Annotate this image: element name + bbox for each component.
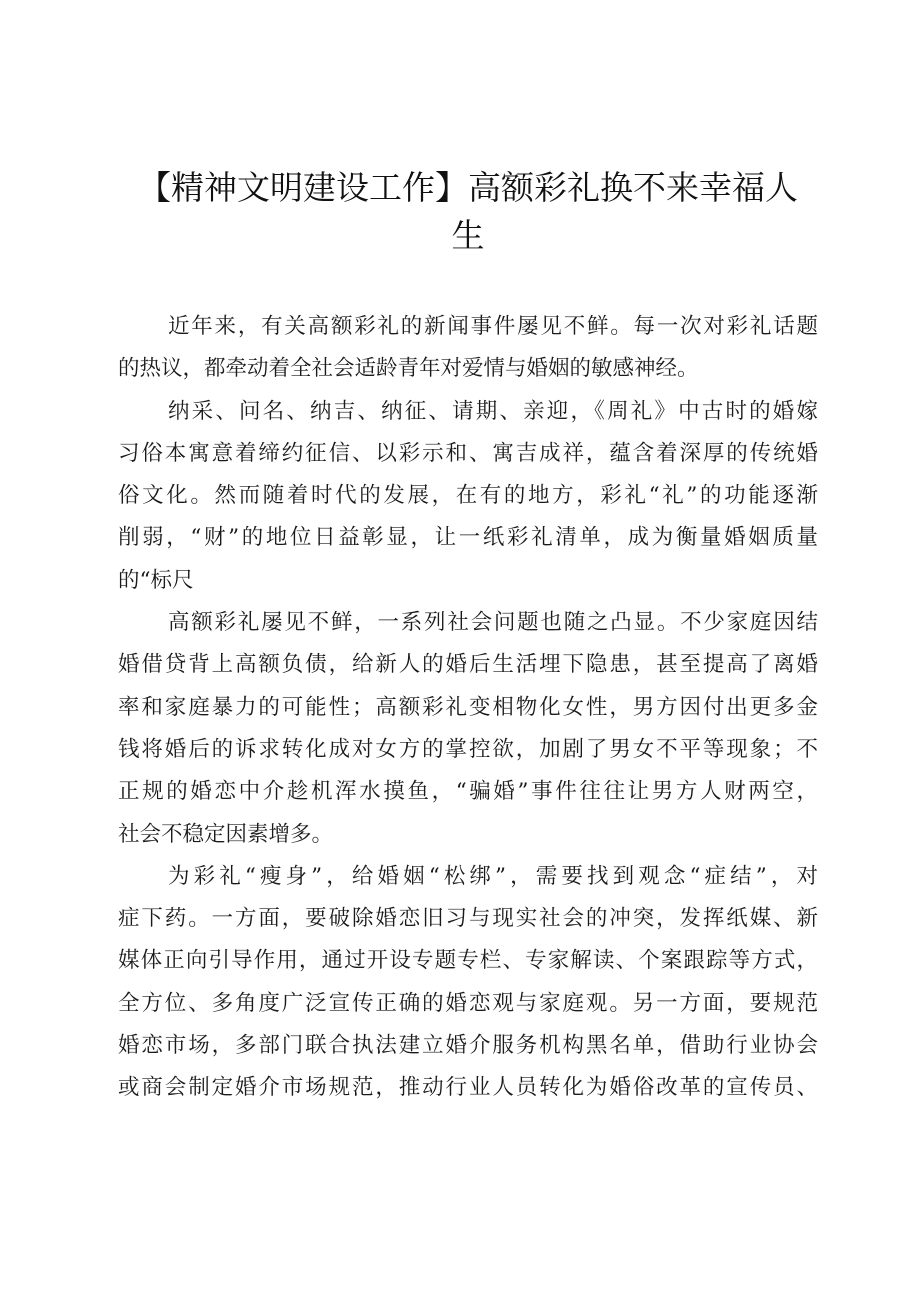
- paragraph-line: 率和家庭暴力的可能性；高额彩礼变相物化女性，男方因付出更多金: [118, 694, 818, 720]
- paragraph-line: 为彩礼“瘦身”，给婚姻“松绑”，需要找到观念“症结”，对: [168, 863, 818, 889]
- paragraph-line: 高额彩礼屡见不鲜，一系列社会问题也随之凸显。不少家庭因结: [168, 610, 818, 636]
- paragraph-line: 或商会制定婚介市场规范，推动行业人员转化为婚俗改革的宣传员、: [118, 1075, 818, 1101]
- paragraph-line: 社会不稳定因素增多。: [118, 821, 334, 847]
- title-line-2: 生: [451, 216, 485, 255]
- paragraph-line: 的热议，都牵动着全社会适龄青年对爱情与婚姻的敏感神经。: [118, 356, 699, 382]
- paragraph-line: 的“标尺: [118, 567, 194, 593]
- paragraph-1: [118, 306, 818, 391]
- paragraph-line: 婚借贷背上高额负债，给新人的婚后生活埋下隐患，甚至提高了离婚: [118, 652, 818, 678]
- paragraph-line: 症下药。一方面，要破除婚恋旧习与现实社会的冲突，发挥纸媒、新: [118, 906, 818, 932]
- paragraph-line: 婚恋市场，多部门联合执法建立婚介服务机构黑名单，借助行业协会: [118, 1033, 818, 1059]
- paragraph-line: 钱将婚后的诉求转化成对女方的掌控欲，加剧了男女不平等现象；不: [118, 736, 818, 762]
- paragraph-line: 近年来，有关高额彩礼的新闻事件屡见不鲜。每一次对彩礼话题: [168, 314, 818, 339]
- document-body: [118, 306, 818, 1110]
- title-line-1: 【精神文明建设工作】高额彩礼换不来幸福人: [138, 168, 798, 207]
- paragraph-line: 媒体正向引导作用，通过开设专题专栏、专家解读、个案跟踪等方式，: [118, 948, 818, 974]
- paragraph-2: [118, 391, 818, 602]
- paragraph-line: 习俗本寓意着缔约征信、以彩示和、寓吉成祥，蕴含着深厚的传统婚: [118, 440, 818, 466]
- paragraph-3: [118, 602, 818, 856]
- document-title: [118, 164, 818, 260]
- paragraph-line: 纳采、问名、纳吉、纳征、请期、亲迎，《周礼》中古时的婚嫁: [168, 398, 818, 424]
- paragraph-line: 全方位、多角度广泛宣传正确的婚恋观与家庭观。另一方面，要规范: [118, 990, 818, 1016]
- paragraph-line: 俗文化。然而随着时代的发展，在有的地方，彩礼“礼”的功能逐渐: [118, 483, 818, 509]
- paragraph-4: [118, 856, 818, 1110]
- paragraph-line: 削弱，“财”的地位日益彰显，让一纸彩礼清单，成为衡量婚姻质量: [118, 525, 818, 551]
- paragraph-line: 正规的婚恋中介趁机浑水摸鱼，“骗婚”事件往往让男方人财两空，: [118, 779, 818, 805]
